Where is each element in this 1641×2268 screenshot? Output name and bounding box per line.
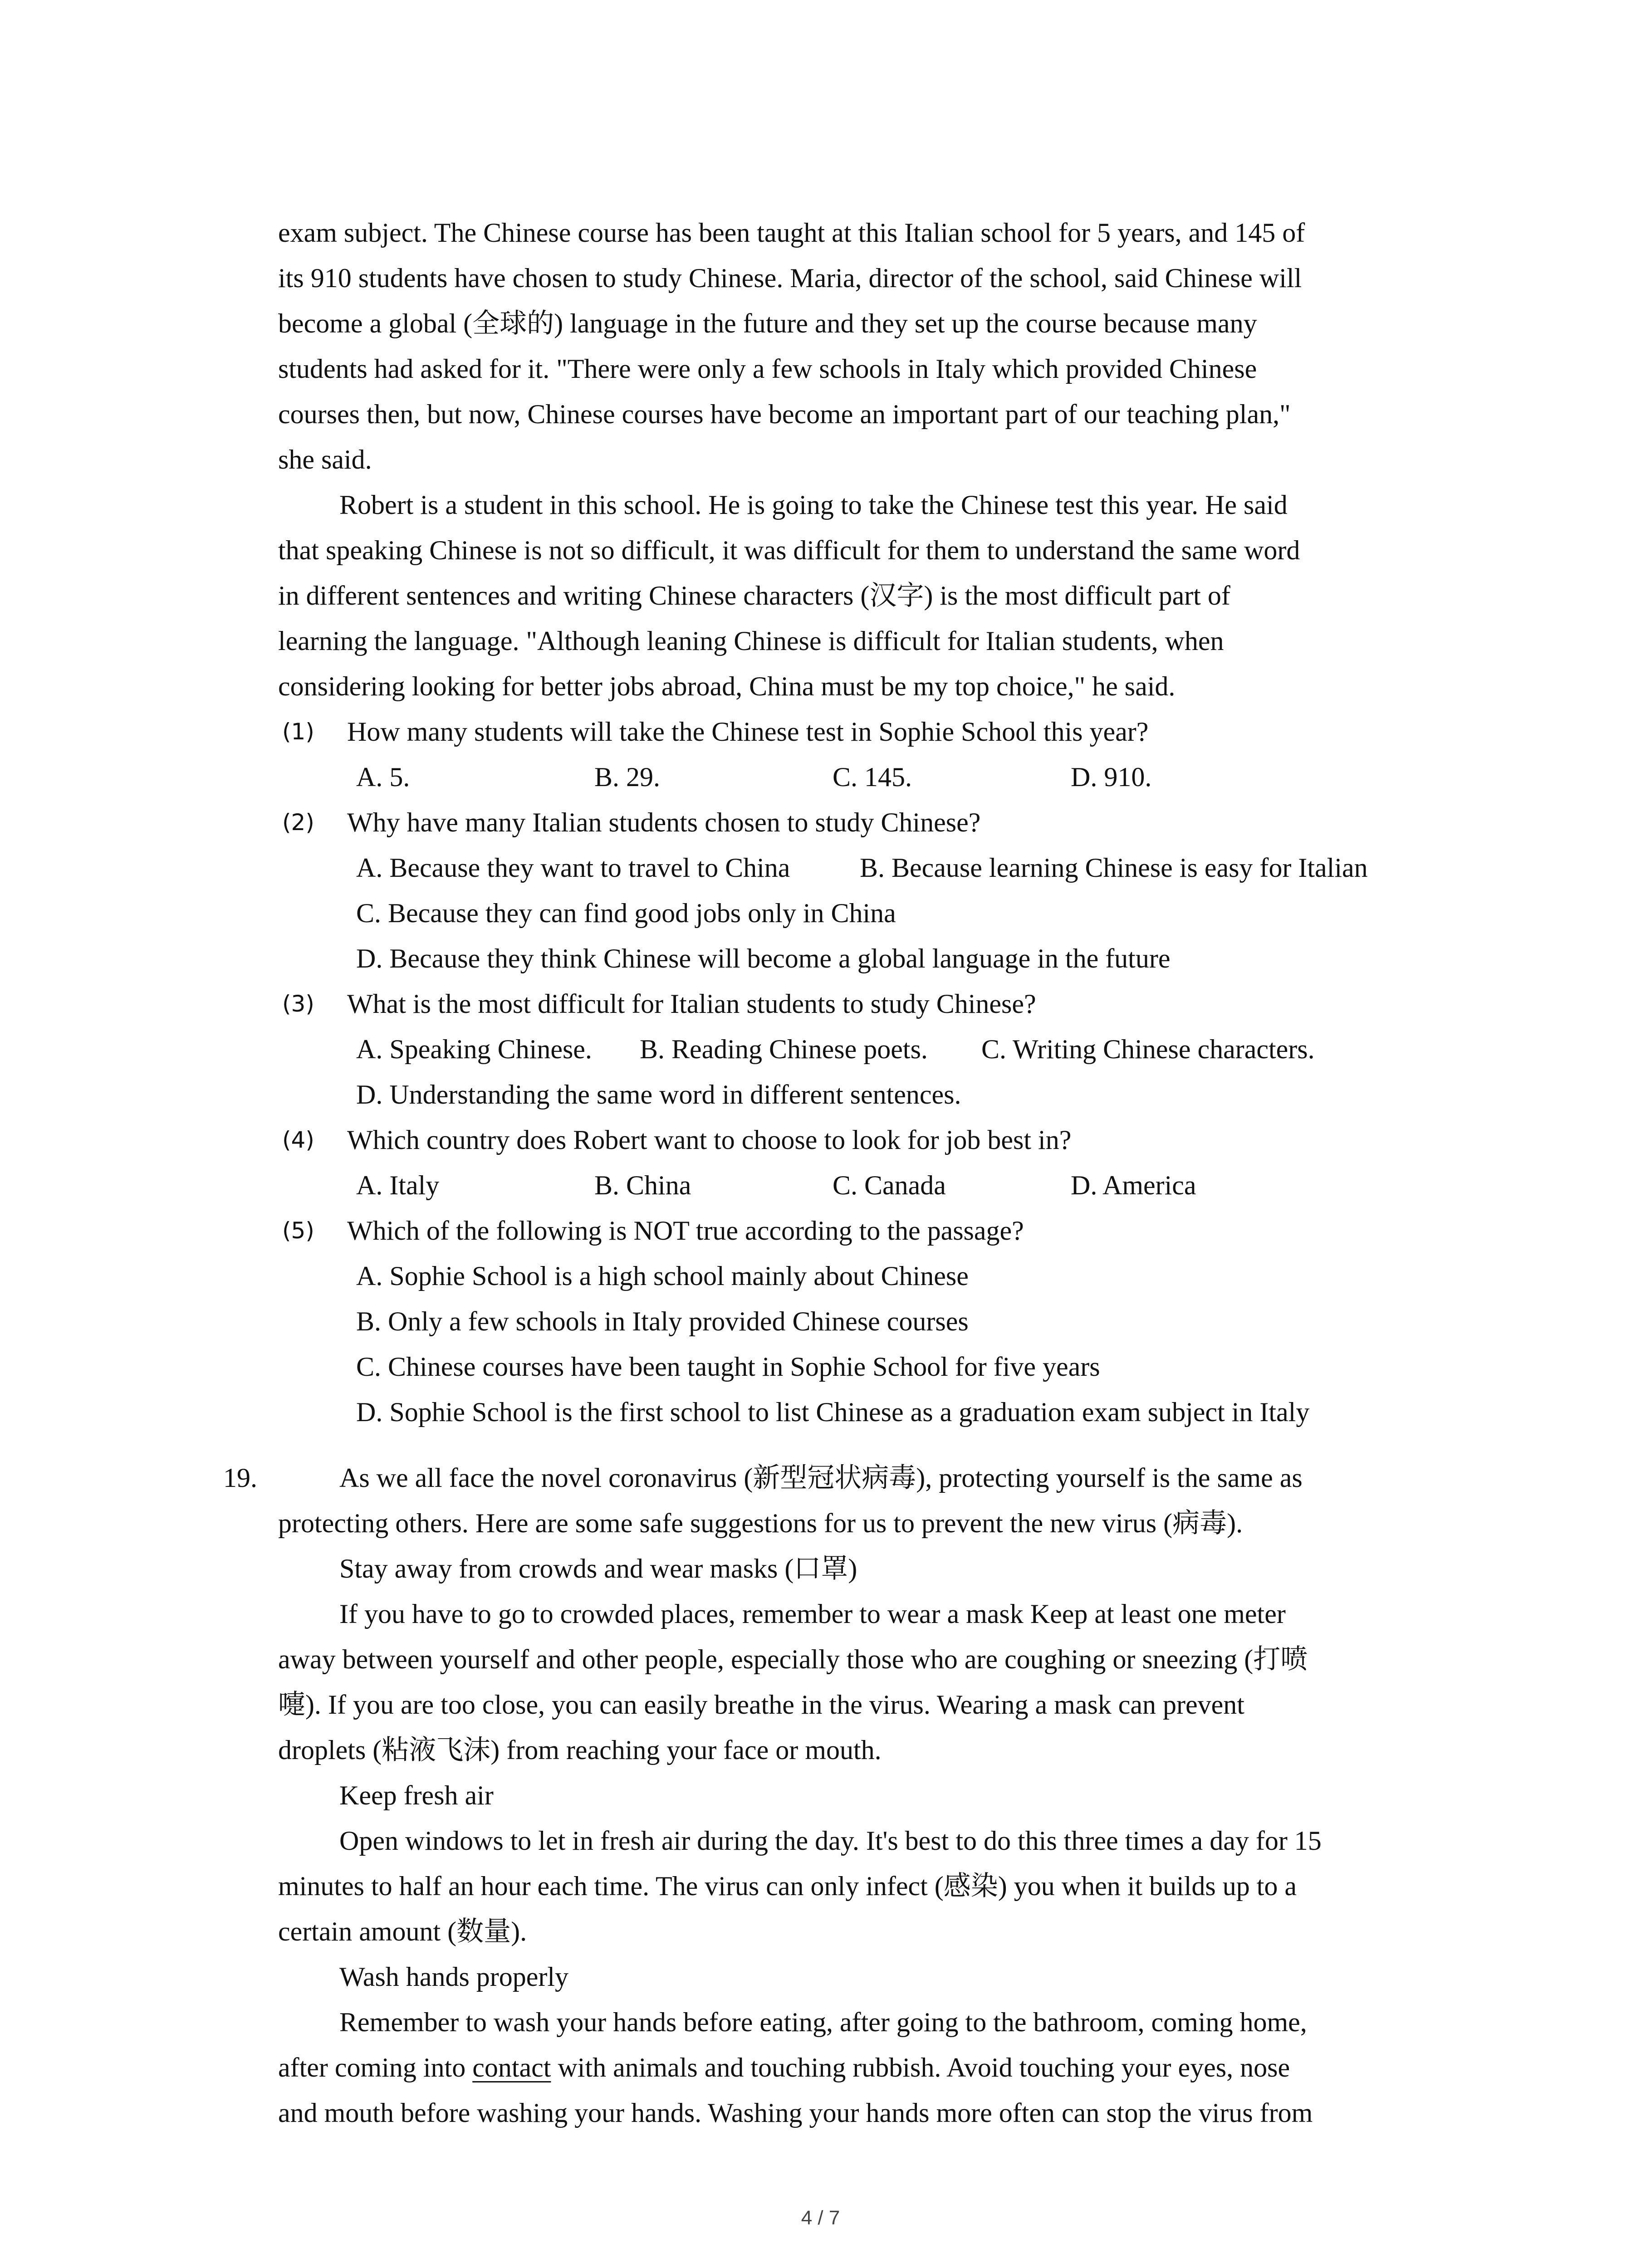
passage-line: minutes to half an hour each time. The virus can only infect (感染) you when it builds up to a xyxy=(278,1871,1297,1901)
question-text: What is the most difficult for Italian students to study Chinese? xyxy=(347,989,1036,1019)
passage-line: learning the language. "Although leaning Chinese is difficult for Italian students, when xyxy=(278,626,1224,656)
passage-line: Open windows to let in fresh air during the day. It's best to do this three times a day for 15 xyxy=(339,1826,1322,1856)
passage-line: If you have to go to crowded places, remember to wear a mask Keep at least one meter xyxy=(339,1599,1286,1629)
passage-line xyxy=(278,2054,1290,2081)
passage-text: with animals and touching rubbish. Avoid touching your eyes, nose xyxy=(551,2053,1290,2082)
passage-line: students had asked for it. "There were only a few schools in Italy which provided Chinese xyxy=(278,354,1257,384)
question-text: Which of the following is NOT true according to the passage? xyxy=(347,1216,1024,1246)
passage-line: As we all face the novel coronavirus (新型冠状病毒), protecting yourself is the same as xyxy=(339,1463,1303,1493)
passage-line: become a global (全球的) language in the future and they set up the course because many xyxy=(278,308,1257,338)
section-heading: Stay away from crowds and wear masks (口罩) xyxy=(339,1554,857,1584)
page-number: 4 / 7 xyxy=(801,2207,840,2229)
question-number: (3) xyxy=(282,991,314,1017)
option-d: D. Understanding the same word in different sentences. xyxy=(356,1080,961,1110)
question-text: Which country does Robert want to choose to look for job best in? xyxy=(347,1125,1072,1155)
passage-line: considering looking for better jobs abroad, China must be my top choice," he said. xyxy=(278,671,1176,701)
passage-line: away between yourself and other people, especially those who are coughing or sneezing (打喷 xyxy=(278,1644,1308,1674)
question-text: How many students will take the Chinese test in Sophie School this year? xyxy=(347,717,1149,747)
question-text: Why have many Italian students chosen to study Chinese? xyxy=(347,807,981,837)
underlined-word: contact xyxy=(472,2053,551,2082)
option-d: D. 910. xyxy=(1071,762,1152,792)
passage-line: its 910 students have chosen to study Chinese. Maria, director of the school, said Chinese will xyxy=(278,263,1302,293)
section-heading: Keep fresh air xyxy=(339,1780,494,1810)
question-number: 19. xyxy=(223,1463,257,1493)
option-c: C. Writing Chinese characters. xyxy=(981,1034,1315,1064)
option-a: A. Italy xyxy=(356,1170,440,1200)
option-b: B. 29. xyxy=(594,762,661,792)
option-b: B. Reading Chinese poets. xyxy=(640,1034,928,1064)
passage-line: exam subject. The Chinese course has been taught at this Italian school for 5 years, and 145 of xyxy=(278,218,1305,248)
passage-line: protecting others. Here are some safe suggestions for us to prevent the new virus (病毒). xyxy=(278,1508,1243,1538)
passage-text: after coming into xyxy=(278,2053,473,2082)
passage-line: she said. xyxy=(278,445,372,474)
option-d: D. America xyxy=(1071,1170,1196,1200)
option-a: A. 5. xyxy=(356,762,410,792)
passage-line: 嚏). If you are too close, you can easily breathe in the virus. Wearing a mask can prevent xyxy=(278,1690,1244,1720)
passage-line: droplets (粘液飞沫) from reaching your face or mouth. xyxy=(278,1735,882,1765)
option-b: B. China xyxy=(594,1170,691,1200)
passage-line: and mouth before washing your hands. Washing your hands more often can stop the virus from xyxy=(278,2098,1313,2128)
option-b: B. Because learning Chinese is easy for Italian xyxy=(860,853,1368,883)
option-a: A. Speaking Chinese. xyxy=(356,1034,592,1064)
question-number: (1) xyxy=(282,719,314,745)
passage-line: certain amount (数量). xyxy=(278,1916,527,1946)
option-c: C. Canada xyxy=(833,1170,946,1200)
option-a: A. Sophie School is a high school mainly about Chinese xyxy=(356,1261,969,1291)
question-number: (2) xyxy=(282,809,314,836)
option-d: D. Because they think Chinese will become a global language in the future xyxy=(356,943,1171,973)
passage-line: courses then, but now, Chinese courses have become an important part of our teaching plan," xyxy=(278,399,1291,429)
passage-line: Robert is a student in this school. He is going to take the Chinese test this year. He said xyxy=(339,490,1288,520)
option-c: C. 145. xyxy=(833,762,912,792)
option-d: D. Sophie School is the first school to list Chinese as a graduation exam subject in Italy xyxy=(356,1397,1310,1427)
question-number: (4) xyxy=(282,1127,314,1153)
passage-line: Remember to wash your hands before eating, after going to the bathroom, coming home, xyxy=(339,2007,1307,2037)
passage-line: that speaking Chinese is not so difficult, it was difficult for them to understand the same word xyxy=(278,535,1300,565)
option-b: B. Only a few schools in Italy provided Chinese courses xyxy=(356,1306,969,1336)
question-number: (5) xyxy=(282,1217,314,1244)
option-c: C. Chinese courses have been taught in Sophie School for five years xyxy=(356,1352,1100,1382)
option-a: A. Because they want to travel to China xyxy=(356,853,790,883)
option-c: C. Because they can find good jobs only in China xyxy=(356,898,896,928)
section-heading: Wash hands properly xyxy=(339,1962,569,1992)
passage-line: in different sentences and writing Chinese characters (汉字) is the most difficult part of xyxy=(278,581,1230,611)
